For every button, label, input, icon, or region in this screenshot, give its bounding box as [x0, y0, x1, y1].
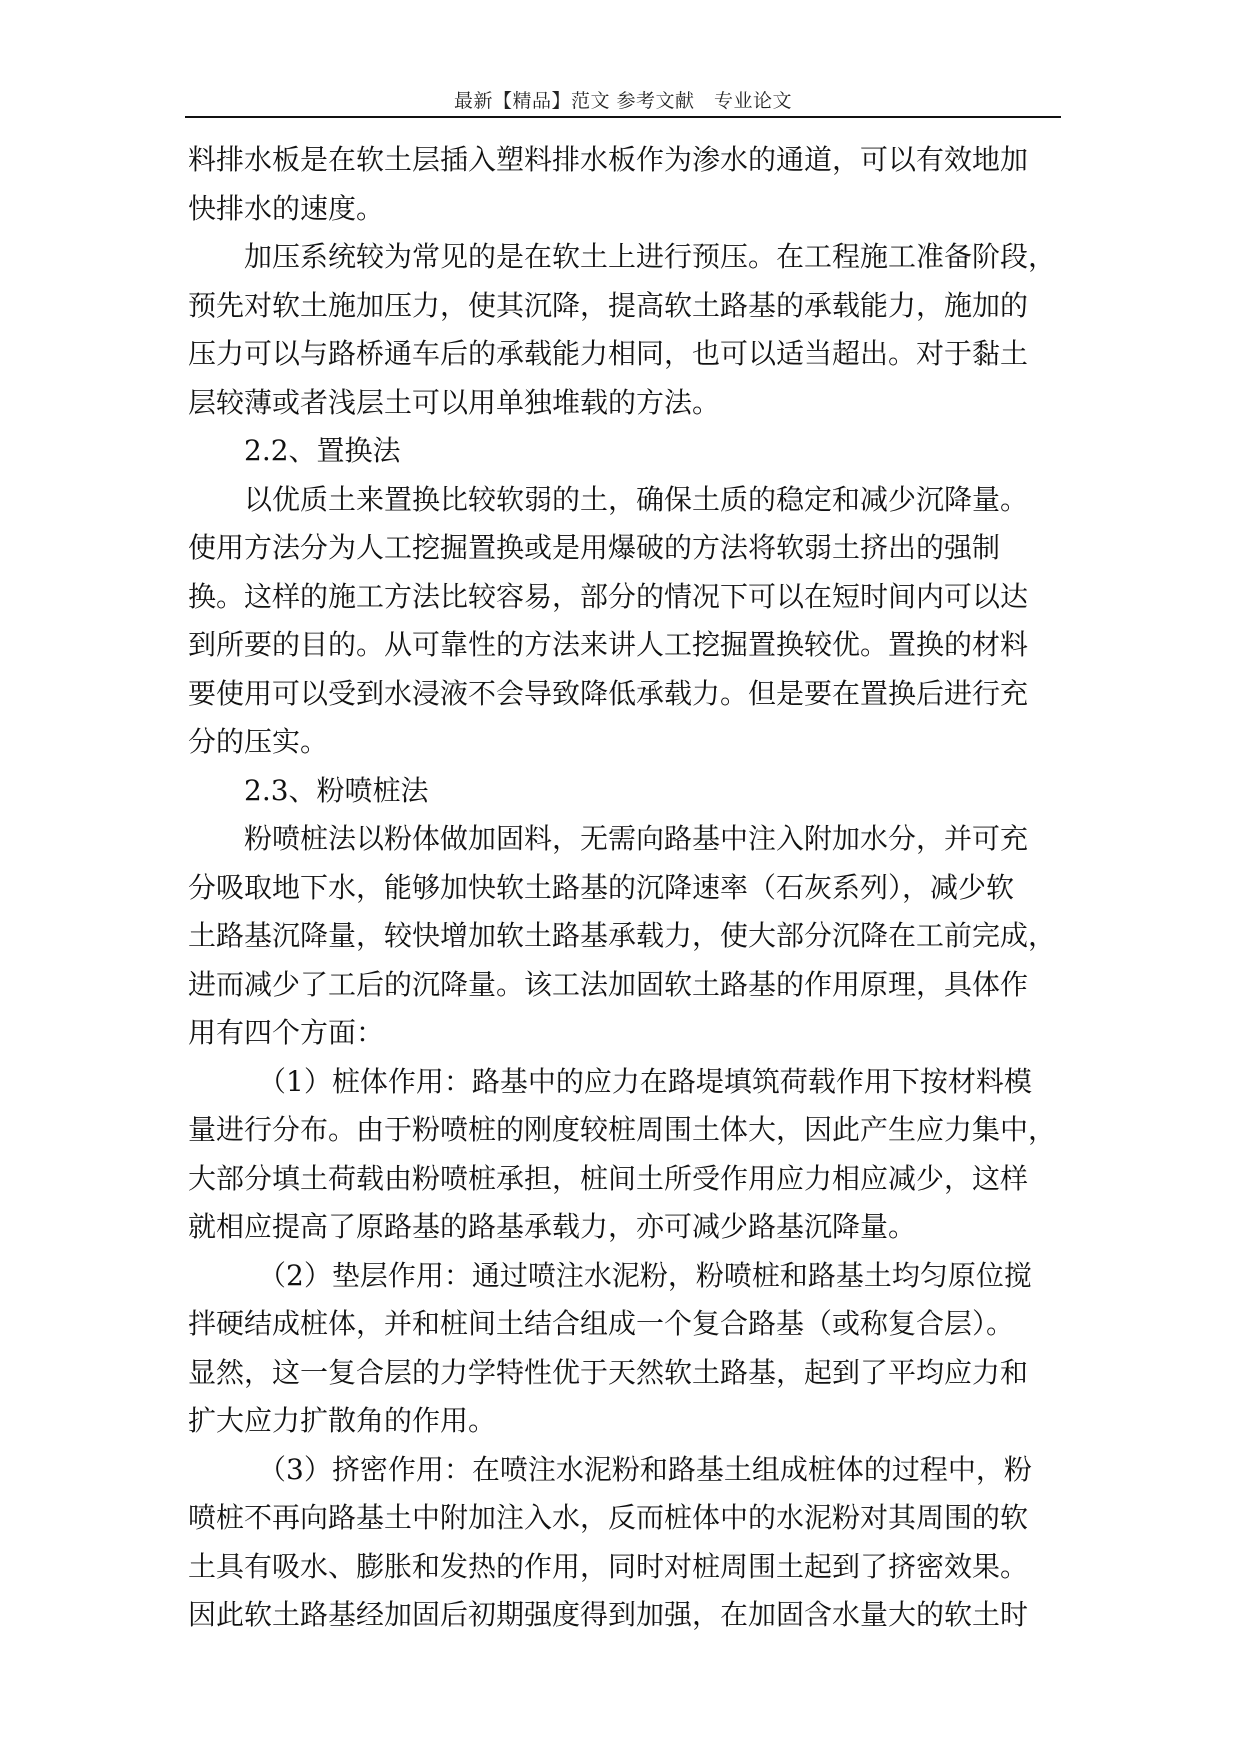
- paragraph-line: 以优质土来置换比较软弱的土，确保土质的稳定和减少沉降量。: [244, 482, 1029, 516]
- list-item-line: （3）挤密作用：在喷注水泥粉和路基土组成桩体的过程中，粉: [258, 1452, 1032, 1486]
- paragraph-line: 扩大应力扩散角的作用。: [188, 1404, 497, 1437]
- paragraph-line: 要使用可以受到水浸液不会导致降低承载力。但是要在置换后进行充: [188, 676, 1029, 710]
- section-heading: 2.3、粉喷桩法: [244, 773, 429, 807]
- paragraph-line: 就相应提高了原路基的路基承载力，亦可减少路基沉降量。: [188, 1210, 917, 1243]
- paragraph-line: 因此软土路基经加固后初期强度得到加强，在加固含水量大的软土时: [188, 1598, 1029, 1631]
- paragraph-line: 拌硬结成桩体，并和桩间土结合组成一个复合路基（或称复合层）。: [188, 1307, 1015, 1340]
- paragraph-line: 分的压实。: [188, 725, 329, 758]
- paragraph-line: 显然，这一复合层的力学特性优于天然软土路基，起到了平均应力和: [188, 1355, 1029, 1389]
- paragraph-line: 到所要的目的。从可靠性的方法来讲人工挖掘置换较优。置换的材料: [188, 628, 1029, 661]
- paragraph-line: 加压系统较为常见的是在软土上进行预压。在工程施工准备阶段，: [244, 240, 1057, 273]
- paragraph-line: 土路基沉降量，较快增加软土路基承载力，使大部分沉降在工前完成，: [188, 919, 1057, 952]
- paragraph-line: 换。这样的施工方法比较容易，部分的情况下可以在短时间内可以达: [188, 579, 1029, 613]
- paragraph-line: 压力可以与路桥通车后的承载能力相同，也可以适当超出。对于黏土: [188, 337, 1029, 370]
- section-heading: 2.2、置换法: [244, 434, 401, 467]
- paragraph-line: 量进行分布。由于粉喷桩的刚度较桩周围土体大，因此产生应力集中，: [188, 1113, 1057, 1146]
- paragraph-line: 喷桩不再向路基土中附加注入水，反而桩体中的水泥粉对其周围的软: [188, 1501, 1029, 1534]
- paragraph-line: 大部分填土荷载由粉喷桩承担，桩间土所受作用应力相应减少，这样: [188, 1161, 1029, 1195]
- page-header: 最新【精品】范文 参考文献 专业论文: [453, 90, 793, 112]
- header-rule: [185, 116, 1061, 118]
- paragraph-line: 土具有吸水、膨胀和发热的作用，同时对桩周围土起到了挤密效果。: [188, 1549, 1029, 1583]
- paragraph-line: 层较薄或者浅层土可以用单独堆载的方法。: [188, 385, 721, 419]
- list-item-line: （1）桩体作用：路基中的应力在路堤填筑荷载作用下按材料模: [258, 1064, 1032, 1098]
- list-item-line: （2）垫层作用：通过喷注水泥粉，粉喷桩和路基土均匀原位搅: [258, 1258, 1032, 1292]
- paragraph-line: 分吸取地下水，能够加快软土路基的沉降速率（石灰系列），减少软: [188, 870, 1015, 904]
- document-body: [188, 136, 1064, 1640]
- paragraph-line: 预先对软土施加压力，使其沉降，提高软土路基的承载能力，施加的: [188, 288, 1029, 322]
- paragraph-line: 粉喷桩法以粉体做加固料，无需向路基中注入附加水分，并可充: [244, 822, 1029, 855]
- paragraph-line: 用有四个方面：: [188, 1016, 385, 1049]
- paragraph-line: 使用方法分为人工挖掘置换或是用爆破的方法将软弱土挤出的强制: [188, 531, 1001, 564]
- paragraph-line: 进而减少了工后的沉降量。该工法加固软土路基的作用原理，具体作: [188, 967, 1029, 1001]
- paragraph-line: 料排水板是在软土层插入塑料排水板作为渗水的通道，可以有效地加: [188, 143, 1029, 176]
- paragraph-line: 快排水的速度。: [188, 191, 385, 225]
